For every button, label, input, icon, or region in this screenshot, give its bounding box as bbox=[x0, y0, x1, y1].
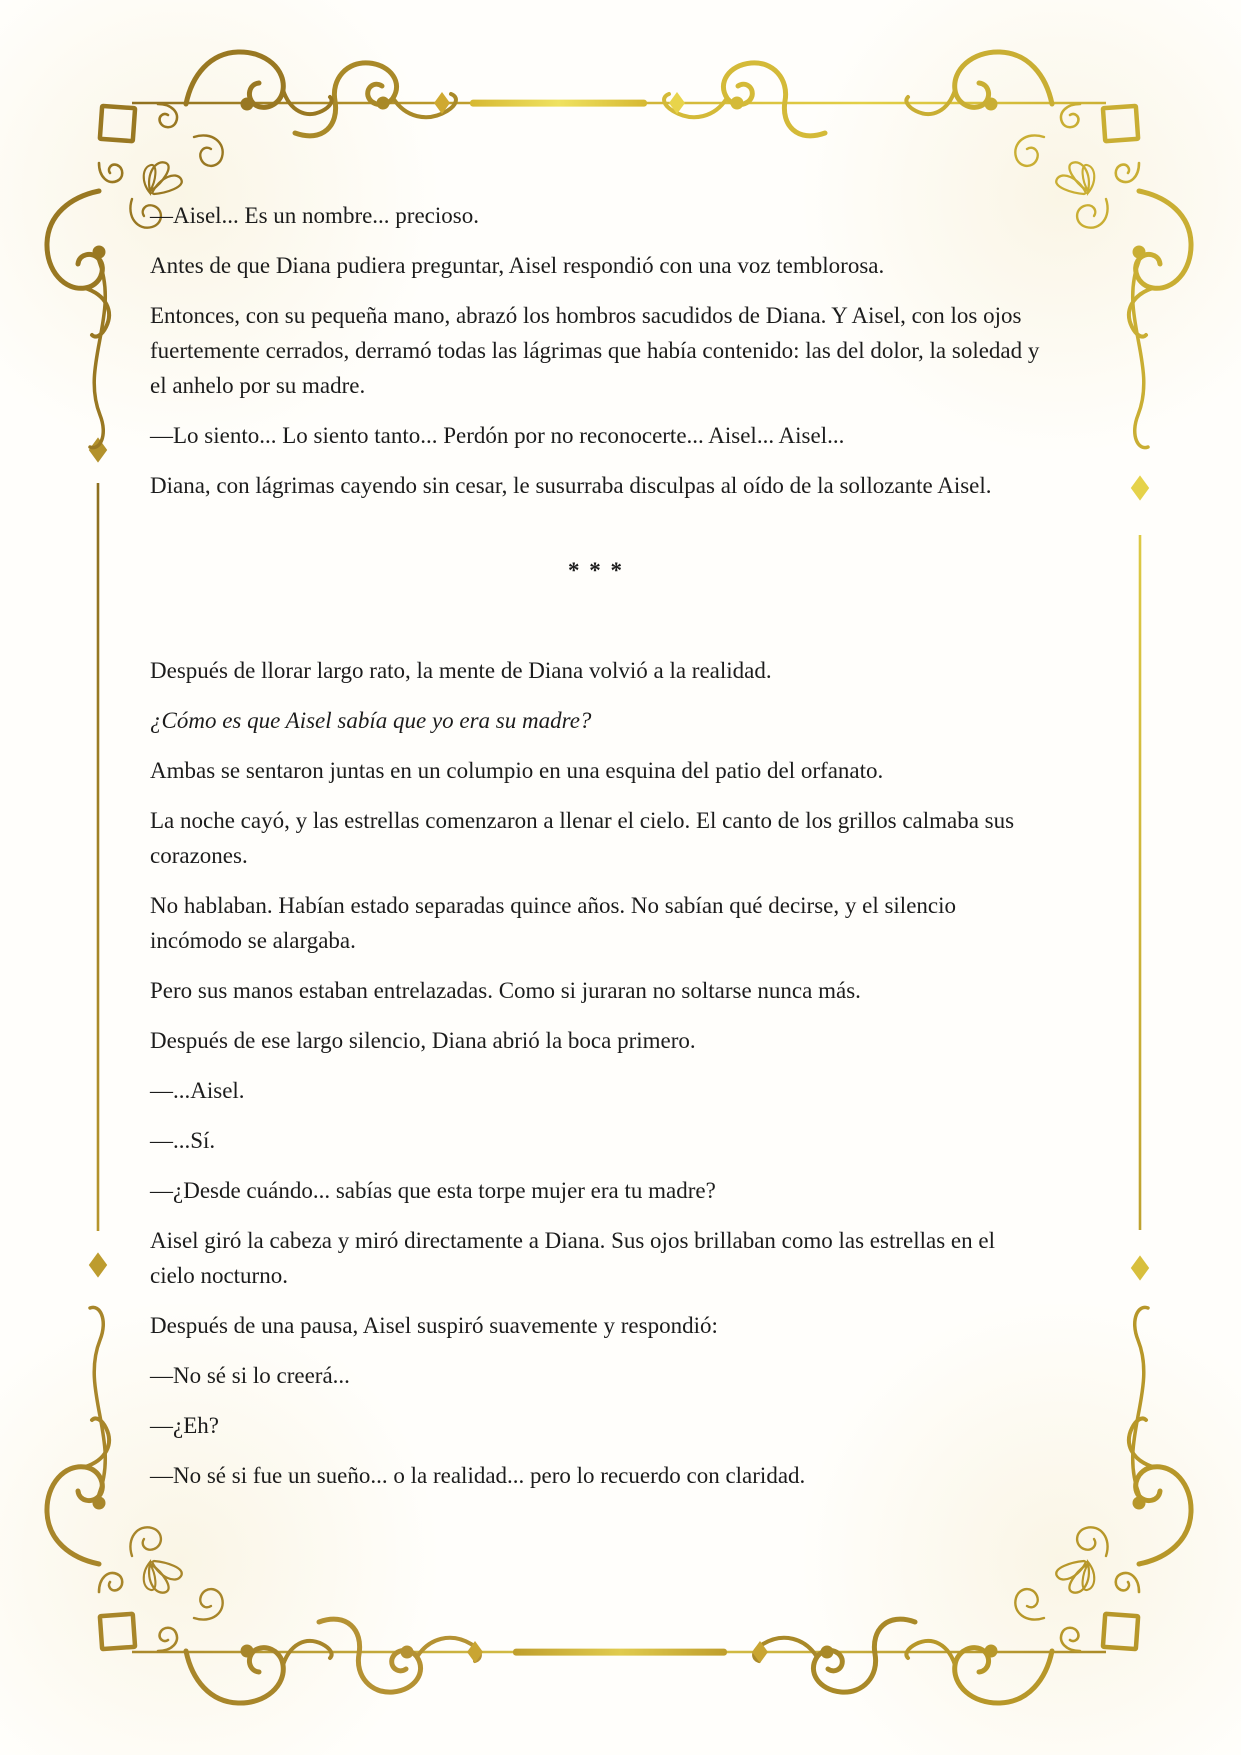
paragraph: Después de llorar largo rato, la mente de Diana volvió a la realidad. bbox=[150, 658, 772, 683]
paragraph: —...Aisel. bbox=[150, 1078, 245, 1103]
top-center-bar bbox=[470, 100, 647, 107]
paragraph: Después de ese largo silencio, Diana abrió la boca primero. bbox=[150, 1028, 696, 1053]
diamond-icon bbox=[89, 1252, 107, 1277]
paragraph: La noche cayó, y las estrellas comenzaron a llenar el cielo. El canto de los grillos calmaba sus corazones. bbox=[150, 808, 1015, 868]
paragraph: Ambas se sentaron juntas en un columpio en una esquina del patio del orfanato. bbox=[150, 758, 884, 783]
paragraph: No hablaban. Habían estado separadas quince años. No sabían qué decirse, y el silencio incómodo se alargaba. bbox=[150, 893, 956, 953]
paragraph: Antes de que Diana pudiera preguntar, Aisel respondió con una voz temblorosa. bbox=[150, 253, 885, 278]
paragraph: —...Sí. bbox=[150, 1128, 216, 1153]
paragraph: Pero sus manos estaban entrelazadas. Como si juraran no soltarse nunca más. bbox=[150, 978, 861, 1003]
paragraph: —Lo siento... Lo siento tanto... Perdón por no reconocerte... Aisel... Aisel... bbox=[150, 423, 845, 448]
paragraph: Después de una pausa, Aisel suspiró suavemente y respondió: bbox=[150, 1313, 718, 1338]
top-right-scroll-icon bbox=[664, 63, 825, 136]
section-separator: * * * bbox=[568, 558, 624, 583]
paragraph: —¿Eh? bbox=[150, 1413, 219, 1438]
paragraph: —No sé si fue un sueño... o la realidad... pero lo recuerdo con claridad. bbox=[150, 1463, 806, 1488]
bottom-center-bar bbox=[513, 1649, 727, 1656]
paragraph: —¿Desde cuándo... sabías que esta torpe mujer era tu madre? bbox=[150, 1178, 716, 1203]
paragraph: —Aisel... Es un nombre... precioso. bbox=[150, 203, 479, 228]
paragraph: Diana, con lágrimas cayendo sin cesar, le susurraba disculpas al oído de la sollozante Aisel. bbox=[150, 473, 992, 498]
paragraph: Aisel giró la cabeza y miró directamente a Diana. Sus ojos brillaban como las estrellas en el cielo nocturno. bbox=[150, 1228, 995, 1288]
diamond-icon bbox=[1131, 475, 1149, 500]
paragraph: —No sé si lo creerá... bbox=[150, 1363, 350, 1388]
paragraph: ¿Cómo es que Aisel sabía que yo era su madre? bbox=[150, 708, 592, 733]
page-text bbox=[150, 198, 1042, 1508]
diamond-icon bbox=[1131, 1255, 1149, 1280]
paragraph: Entonces, con su pequeña mano, abrazó los hombros sacudidos de Diana. Y Aisel, con los ojos fuertemente cerrados, derramó todas las lágrimas que había contenido: las del dolor, la soledad y el anhelo por su madre. bbox=[150, 303, 1040, 398]
